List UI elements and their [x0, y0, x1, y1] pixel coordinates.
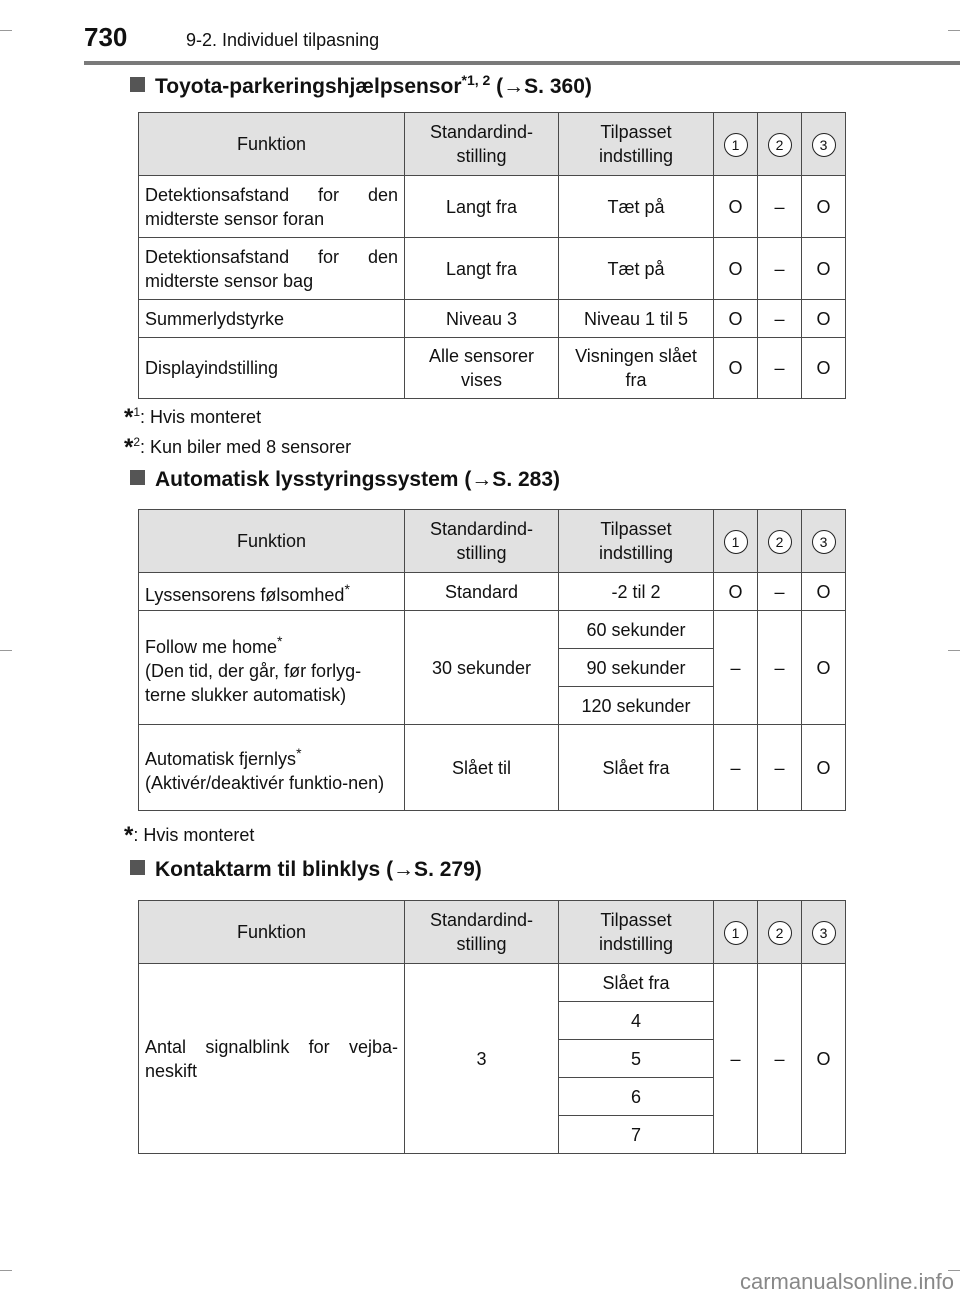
cell-c3: O [802, 725, 846, 811]
circled-1-icon: 1 [724, 133, 748, 157]
circled-3-icon: 3 [812, 530, 836, 554]
cell-tilpasset: -2 til 2 [559, 573, 714, 611]
cell-option: 120 sekunder [559, 687, 714, 725]
square-bullet-icon [130, 470, 145, 485]
parking-sensor-table [138, 112, 846, 399]
crop-mark [948, 30, 960, 31]
col-header-tilpasset: Tilpasset indstilling [559, 901, 714, 964]
square-bullet-icon [130, 77, 145, 92]
cell-c1: O [714, 338, 758, 399]
cell-option: 4 [559, 1002, 714, 1040]
cell-option: 5 [559, 1040, 714, 1078]
col-header-tilpasset: Tilpasset indstilling [559, 510, 714, 573]
table-header-row [139, 113, 846, 176]
cell-c2: – [758, 611, 802, 725]
cell-funktion: Follow me home* (Den tid, der går, før forlyg-terne slukker automatisk) [139, 611, 405, 725]
cell-option: 7 [559, 1116, 714, 1154]
table-row [139, 300, 846, 338]
col-header-standard: Standardind-stilling [405, 510, 559, 573]
chapter-title: 9-2. Individuel tilpasning [186, 30, 380, 50]
cell-c1: O [714, 300, 758, 338]
circled-3-icon: 3 [812, 133, 836, 157]
table-row [139, 725, 846, 811]
circled-1-icon: 1 [724, 921, 748, 945]
table-row [139, 176, 846, 238]
page-number: 730 [84, 22, 128, 52]
cell-funktion: Automatisk fjernlys* (Aktivér/deaktivér funktio-nen) [139, 725, 405, 811]
circled-2-icon: 2 [768, 530, 792, 554]
cell-c1: O [714, 573, 758, 611]
cell-funktion: Lyssensorens følsomhed* [139, 573, 405, 611]
crop-mark [0, 1270, 12, 1271]
watermark: carmanualsonline.info [739, 1269, 954, 1294]
cell-option: Slået fra [559, 964, 714, 1002]
cell-c2: – [758, 338, 802, 399]
cell-c1: O [714, 238, 758, 300]
cell-option: 6 [559, 1078, 714, 1116]
table-row [139, 611, 846, 649]
cell-tilpasset: Tæt på [559, 238, 714, 300]
cell-standard: Slået til [405, 725, 559, 811]
cell-standard: Standard [405, 573, 559, 611]
cell-c3: O [802, 176, 846, 238]
col-header-standard: Standardind-stilling [405, 113, 559, 176]
cell-tilpasset: Visningen slået fra [559, 338, 714, 399]
cell-c1: – [714, 611, 758, 725]
cell-standard: Langt fra [405, 238, 559, 300]
section-title-parking-sensor: Toyota-parkeringshjælpsensor$^{*1, 2}$ (→S. 360) [130, 72, 592, 99]
section-title-turn-signal: Kontaktarm til blinklys (→S. 279) [130, 858, 482, 882]
cell-c2: – [758, 725, 802, 811]
crop-mark [0, 650, 12, 651]
cell-c1: – [714, 725, 758, 811]
table-row [139, 964, 846, 1002]
cell-c3: O [802, 964, 846, 1154]
circled-2-icon: 2 [768, 133, 792, 157]
section-title-light-control: Automatisk lysstyringssystem (→S. 283) [130, 468, 560, 492]
col-header-tilpasset: Tilpasset indstilling [559, 113, 714, 176]
cell-c3: O [802, 573, 846, 611]
square-bullet-icon [130, 860, 145, 875]
cell-standard: Alle sensorer vises [405, 338, 559, 399]
cell-funktion: Summerlydstyrke [139, 300, 405, 338]
cell-tilpasset: Slået fra [559, 725, 714, 811]
cell-option: 60 sekunder [559, 611, 714, 649]
light-control-table [138, 509, 846, 811]
circled-2-icon: 2 [768, 921, 792, 945]
cell-standard: 3 [405, 964, 559, 1154]
cell-c3: O [802, 338, 846, 399]
table-row [139, 338, 846, 399]
crop-mark [0, 30, 12, 31]
cell-c2: – [758, 300, 802, 338]
cell-c2: – [758, 573, 802, 611]
cell-tilpasset: Tæt på [559, 176, 714, 238]
table-header-row [139, 901, 846, 964]
cell-funktion: Displayindstilling [139, 338, 405, 399]
footnote-1: *$^1$: Hvis monteret [124, 404, 262, 431]
crop-mark [948, 650, 960, 651]
cell-funktion: Detektionsafstand for den midterste sensor foran [139, 176, 405, 238]
table-header-row [139, 510, 846, 573]
table-row [139, 573, 846, 611]
footnote-2: *$^2$: Kun biler med 8 sensorer [124, 434, 352, 461]
cell-standard: Niveau 3 [405, 300, 559, 338]
cell-funktion: Detektionsafstand for den midterste sensor bag [139, 238, 405, 300]
cell-standard: 30 sekunder [405, 611, 559, 725]
circled-3-icon: 3 [812, 921, 836, 945]
table-row [139, 238, 846, 300]
cell-c2: – [758, 176, 802, 238]
cell-standard: Langt fra [405, 176, 559, 238]
cell-c3: O [802, 300, 846, 338]
col-header-funktion: Funktion [139, 113, 405, 176]
cell-c1: – [714, 964, 758, 1154]
cell-c2: – [758, 238, 802, 300]
col-header-funktion: Funktion [139, 510, 405, 573]
cell-option: 90 sekunder [559, 649, 714, 687]
cell-funktion: Antal signalblink for vejba-neskift [139, 964, 405, 1154]
cell-c3: O [802, 238, 846, 300]
cell-c2: – [758, 964, 802, 1154]
turn-signal-table [138, 900, 846, 1154]
footnote-3: *: Hvis monteret [124, 822, 255, 849]
cell-c1: O [714, 176, 758, 238]
col-header-standard: Standardind-stilling [405, 901, 559, 964]
header-rule [84, 61, 960, 65]
cell-tilpasset: Niveau 1 til 5 [559, 300, 714, 338]
cell-c3: O [802, 611, 846, 725]
col-header-funktion: Funktion [139, 901, 405, 964]
circled-1-icon: 1 [724, 530, 748, 554]
